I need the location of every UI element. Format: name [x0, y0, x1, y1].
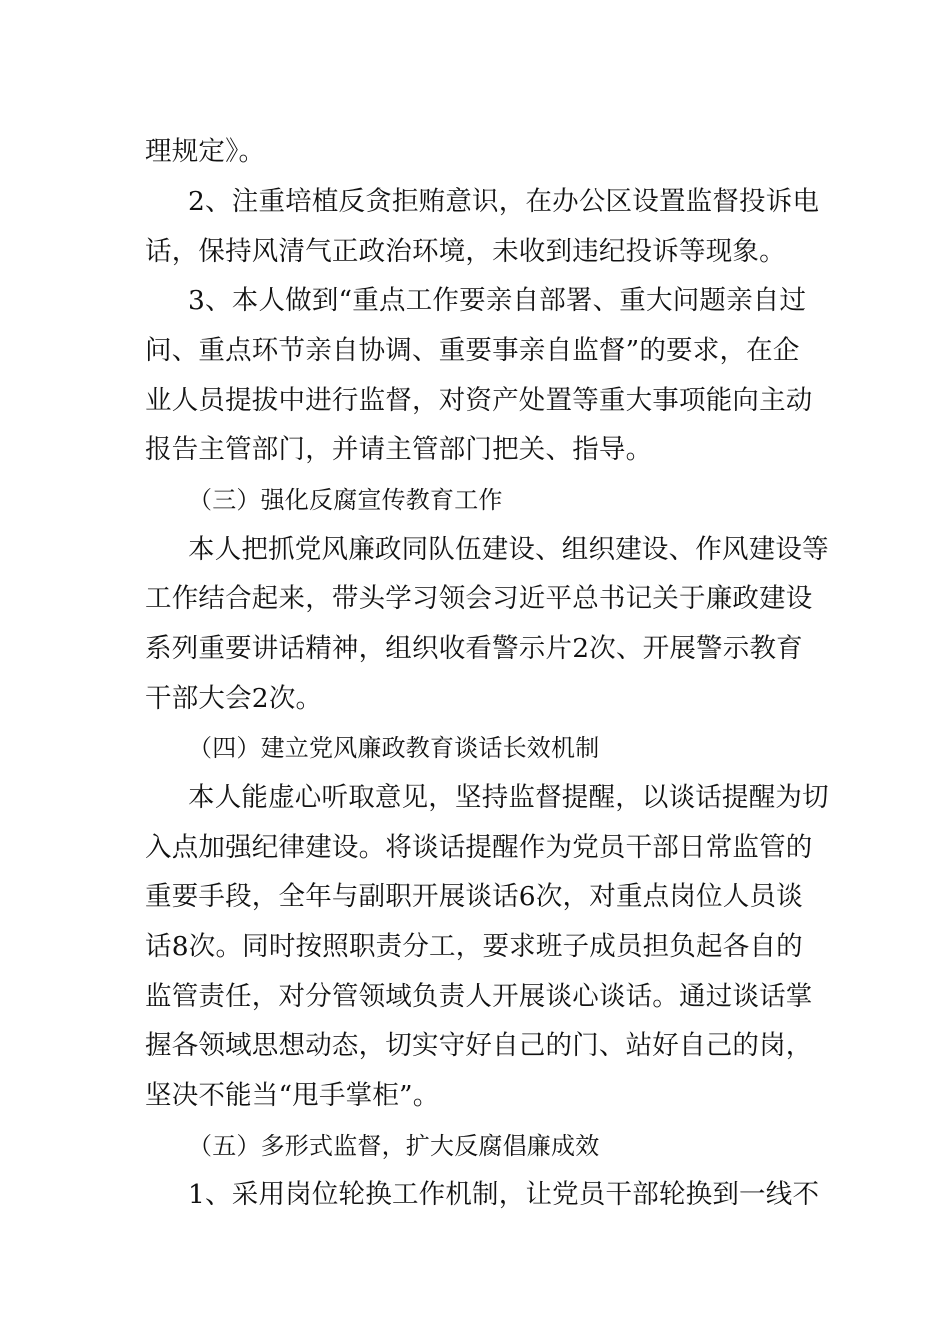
- text-line: 干部大会2次。: [145, 683, 323, 714]
- paragraph-first-line: 3、本人做到“重点工作要亲自部署、重大问题亲自过: [188, 285, 807, 316]
- text-line: 话8次。同时按照职责分工，要求班子成员担负起各自的: [145, 931, 803, 962]
- text-line: 理规定》。: [145, 136, 266, 167]
- text-line: 握各领域思想动态，切实守好自己的门、站好自己的岗，: [145, 1030, 813, 1061]
- text-line: 重要手段，全年与副职开展谈话6次，对重点岗位人员谈: [145, 881, 803, 912]
- section-heading-5: （五）多形式监督，扩大反腐倡廉成效: [188, 1132, 600, 1160]
- section-heading-4: （四）建立党风廉政教育谈话长效机制: [188, 734, 600, 762]
- paragraph-first-line: 2、注重培植反贪拒贿意识，在办公区设置监督投诉电: [188, 186, 820, 217]
- text-line: 入点加强纪律建设。将谈话提醒作为党员干部日常监管的: [145, 832, 813, 863]
- text-line: 报告主管部门，并请主管部门把关、指导。: [145, 434, 653, 465]
- text-line: 坚决不能当“甩手掌柜”。: [145, 1080, 440, 1111]
- paragraph-first-line: 本人能虚心听取意见，坚持监督提醒，以谈话提醒为切: [188, 782, 829, 813]
- text-line: 工作结合起来，带头学习领会习近平总书记关于廉政建设: [145, 583, 813, 614]
- paragraph-first-line: 1、采用岗位轮换工作机制，让党员干部轮换到一线不: [188, 1179, 820, 1210]
- text-line: 问、重点环节亲自协调、重要事亲自监督”的要求，在企: [145, 335, 800, 366]
- text-line: 监管责任，对分管领域负责人开展谈心谈话。通过谈话掌: [145, 981, 813, 1012]
- paragraph-first-line: 本人把抓党风廉政同队伍建设、组织建设、作风建设等: [188, 534, 829, 565]
- text-line: 系列重要讲话精神，组织收看警示片2次、开展警示教育: [145, 633, 803, 664]
- text-line: 话，保持风清气正政治环境，未收到违纪投诉等现象。: [145, 236, 786, 267]
- section-heading-3: （三）强化反腐宣传教育工作: [188, 486, 503, 514]
- text-line: 业人员提拔中进行监督，对资产处置等重大事项能向主动: [145, 385, 813, 416]
